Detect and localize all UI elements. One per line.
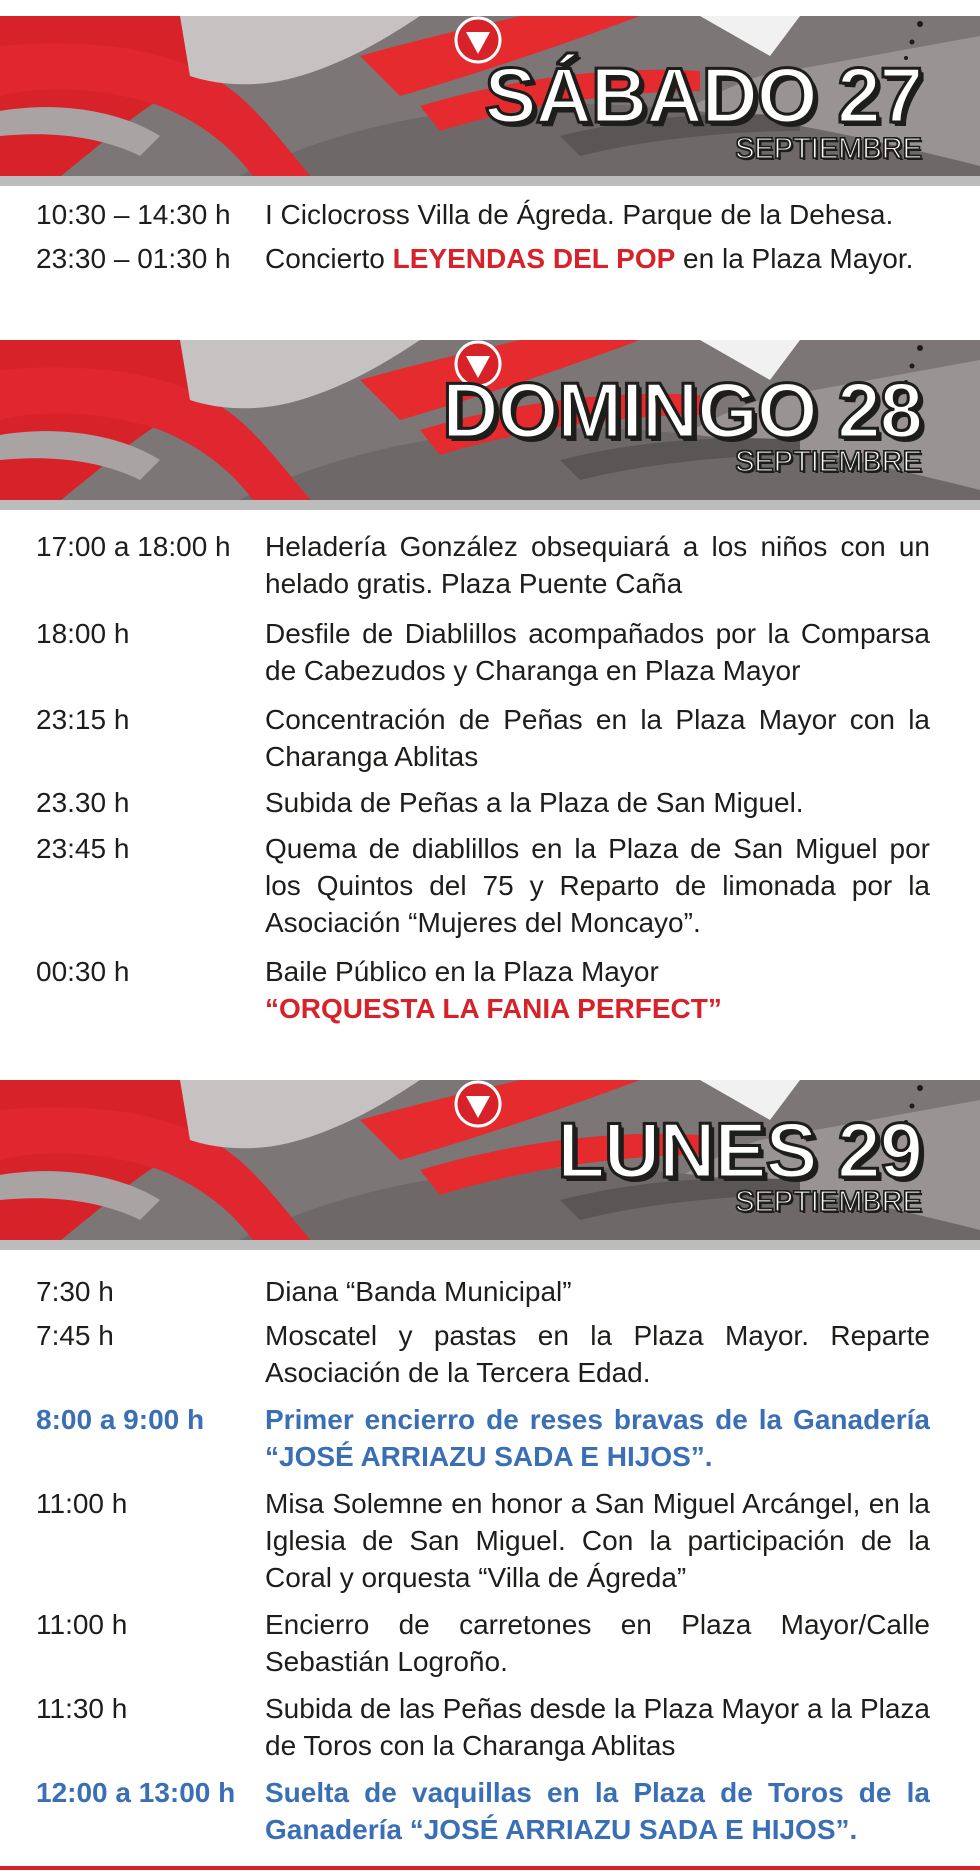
- band-name: “ORQUESTA LA FANIA PERFECT”: [265, 993, 722, 1024]
- event-time: 23:15 h: [36, 704, 130, 735]
- event-description: Quema de diablillos en la Plaza de San Miguel por los Quintos del 75 y Reparto de limonada por la Asociación “Mujeres del Moncayo”.: [265, 833, 930, 938]
- band-name: LEYENDAS DEL POP: [392, 243, 676, 274]
- event-time: 12:00 a 13:00 h: [36, 1777, 236, 1808]
- event-time: 7:45 h: [36, 1320, 114, 1351]
- event-description: Subida de las Peñas desde la Plaza Mayor a la Plaza de Toros con la Charanga Ablitas: [265, 1693, 930, 1761]
- event-time: 11:00 h: [36, 1488, 128, 1519]
- event-description: Concierto LEYENDAS DEL POP en la Plaza Mayor.: [265, 243, 914, 274]
- day-title: SÁBADO 27: [484, 51, 922, 139]
- event-description: Misa Solemne en honor a San Miguel Arcángel, en la Iglesia de San Miguel. Con la participación de la Coral y orquesta “Villa de Ágreda”: [265, 1488, 930, 1593]
- day-banner: [0, 1080, 980, 1250]
- event-time: 11:00 h: [36, 1609, 128, 1640]
- event-description: Moscatel y pastas en la Plaza Mayor. Reparte Asociación de la Tercera Edad.: [265, 1320, 930, 1388]
- day-banner: [0, 340, 980, 510]
- event-time: 23.30 h: [36, 787, 130, 818]
- event-description: Suelta de vaquillas en la Plaza de Toros de la Ganadería “JOSÉ ARRIAZU SADA E HIJOS”.: [265, 1777, 930, 1845]
- event-description: Concentración de Peñas en la Plaza Mayor con la Charanga Ablitas: [265, 704, 930, 772]
- event-time: 17:00 a 18:00 h: [36, 531, 231, 562]
- event-description: Desfile de Diablillos acompañados por la Comparsa de Cabezudos y Charanga en Plaza Mayor: [265, 618, 930, 686]
- bottom-divider: [0, 1866, 980, 1870]
- event-time: 10:30 – 14:30 h: [36, 199, 231, 230]
- day-month: SEPTIEMBRE: [735, 133, 922, 165]
- day-banner: [0, 16, 980, 186]
- event-time: 23:30 – 01:30 h: [36, 243, 231, 274]
- event-description: Subida de Peñas a la Plaza de San Miguel.: [265, 787, 804, 818]
- event-description: Baile Público en la Plaza Mayor “ORQUESTA LA FANIA PERFECT”: [265, 953, 930, 1027]
- event-description: Diana “Banda Municipal”: [265, 1276, 572, 1307]
- day-month: SEPTIEMBRE: [735, 1186, 922, 1218]
- event-time: 11:30 h: [36, 1693, 128, 1724]
- day-title: DOMINGO 28: [442, 366, 922, 454]
- event-time: 23:45 h: [36, 833, 130, 864]
- event-description: Primer encierro de reses bravas de la Ganadería “JOSÉ ARRIAZU SADA E HIJOS”.: [265, 1404, 930, 1472]
- event-time: 18:00 h: [36, 618, 130, 649]
- event-description: Heladería González obsequiará a los niños con un helado gratis. Plaza Puente Caña: [265, 531, 930, 599]
- event-time: 00:30 h: [36, 956, 130, 987]
- event-description: Encierro de carretones en Plaza Mayor/Calle Sebastián Logroño.: [265, 1609, 930, 1677]
- event-time: 8:00 a 9:00 h: [36, 1404, 205, 1435]
- day-title: LUNES 29: [557, 1106, 922, 1194]
- day-month: SEPTIEMBRE: [735, 446, 922, 478]
- event-description: I Ciclocross Villa de Ágreda. Parque de la Dehesa.: [265, 199, 894, 230]
- event-time: 7:30 h: [36, 1276, 114, 1307]
